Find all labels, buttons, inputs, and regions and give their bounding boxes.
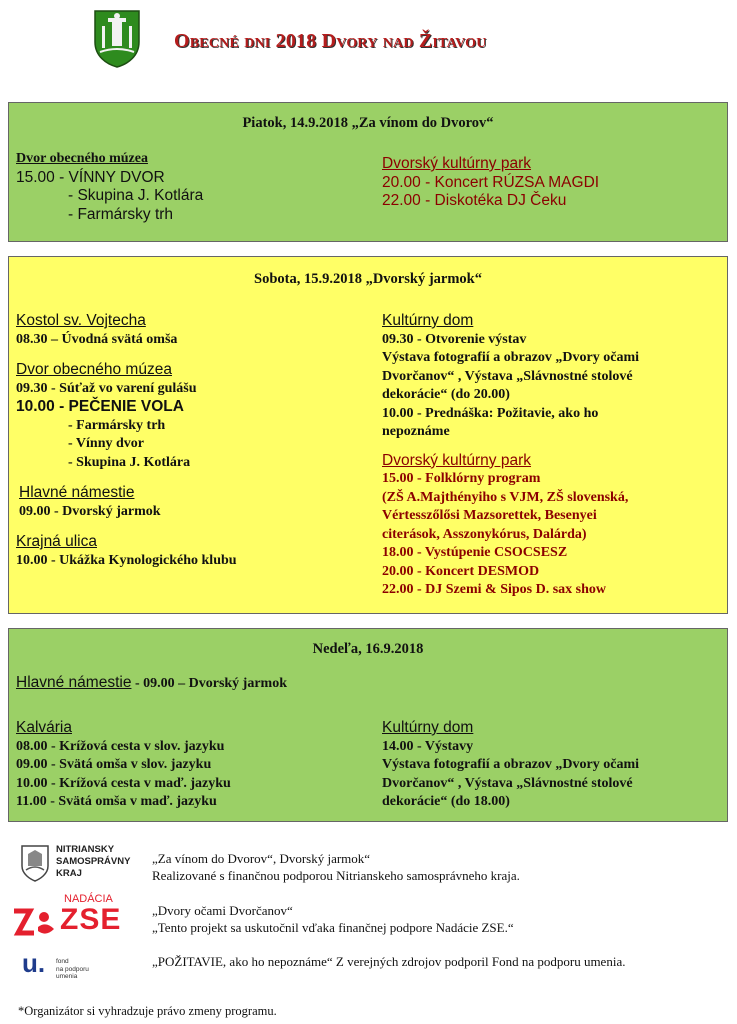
nsk-logo-line-1: NITRIANSKY <box>56 844 115 855</box>
sunday-right-column <box>382 719 639 812</box>
sponsor-nsk-support: Realizované s finančnou podporou Nitrianskeho samosprávneho kraja. <box>152 868 520 883</box>
friday-item-band: - Skupina J. Kotlára <box>68 187 204 204</box>
saturday-item-desmod: 20.00 - Koncert DESMOD <box>382 563 540 579</box>
sunday-item-mass-hungarian: 11.00 - Svätá omša v maď. jazyku <box>16 794 217 809</box>
sunday-left-column <box>16 719 231 812</box>
sunday-square-line <box>16 674 287 693</box>
sunday-item-mass-slovak: 09.00 - Svätá omša v slov. jazyku <box>16 757 212 772</box>
saturday-item-market: - Farmársky trh <box>68 417 166 433</box>
saturday-item-exhibition-desc-1: Výstava fotografií a obrazov „Dvory očami <box>382 350 640 365</box>
fpu-logo-line-1: fond <box>56 958 69 965</box>
sponsor-fpu-line: „POŽITAVIE, ako ho nepoznáme“ Z verejných zdrojov podporil Fond na podporu umenia. <box>152 954 626 969</box>
sunday-item-exhibition-desc-1: Výstava fotografií a obrazov „Dvory očami <box>382 757 640 772</box>
friday-left-column <box>16 150 203 224</box>
saturday-place-museum: Dvor obecného múzea <box>16 361 172 378</box>
saturday-item-exhibition-open: 09.30 - Otvorenie výstav <box>382 331 527 347</box>
saturday-item-csocsesz: 18.00 - Vystúpenie CSOCSESZ <box>382 545 568 560</box>
saturday-place-culture-house: Kultúrny dom <box>382 312 474 329</box>
sunday-heading: Nedeľa, 16.9.2018 <box>312 641 424 657</box>
fpu-logo-line-3: umenia <box>56 973 78 980</box>
sunday-item-fair: - 09.00 – Dvorský jarmok <box>131 676 287 691</box>
sponsor-zse-project: „Dvory očami Dvorčanov“ <box>152 903 293 918</box>
zse-logo-text: ZSE <box>60 903 122 936</box>
zse-logo <box>12 893 132 941</box>
friday-right-place: Dvorský kultúrny park <box>382 155 532 172</box>
nsk-logo <box>20 842 140 886</box>
saturday-item-lecture-2: nepoznáme <box>382 424 450 439</box>
nsk-logo-line-3: KRAJ <box>56 868 82 879</box>
sunday-place-calvary: Kalvária <box>16 719 72 736</box>
nsk-logo-line-2: SAMOSPRÁVNY <box>56 856 131 867</box>
fpu-logo-line-2: na podporu <box>56 965 89 973</box>
saturday-item-goulash: 09.30 - Súťaž vo varení gulášu <box>16 380 197 396</box>
saturday-place-park: Dvorský kultúrny park <box>382 451 532 469</box>
saturday-item-dogs: 10.00 - Ukážka Kynologického klubu <box>16 552 237 568</box>
sponsor-zse-text <box>152 902 514 936</box>
saturday-item-wine: - Vínny dvor <box>68 436 144 451</box>
saturday-item-lecture: 10.00 - Prednáška: Požitavie, ako ho <box>382 405 599 421</box>
sponsor-nsk-project: „Za vínom do Dvorov“, Dvorský jarmok“ <box>152 851 371 866</box>
municipality-crest-logo <box>92 8 142 68</box>
page-title: Obecné dni 2018 Dvory nad Žitavou <box>174 30 487 52</box>
friday-left-place: Dvor obecného múzea <box>16 151 148 166</box>
friday-heading: Piatok, 14.9.2018 „Za vínom do Dvorov“ <box>242 115 494 131</box>
saturday-item-mass: 08.30 – Úvodná svätá omša <box>16 331 178 347</box>
saturday-heading: Sobota, 15.9.2018 „Dvorský jarmok“ <box>254 271 482 287</box>
friday-panel <box>8 102 728 242</box>
saturday-panel <box>8 256 728 614</box>
nsk-crest-icon <box>20 844 50 882</box>
sunday-item-exhibition-desc-3: dekorácie“ (do 18.00) <box>382 794 510 809</box>
zse-logo-foundation: NADÁCIA <box>64 893 113 905</box>
sunday-panel <box>8 628 728 822</box>
saturday-item-ox: 10.00 - PEČENIE VOLA <box>16 398 184 415</box>
saturday-item-fair: 09.00 - Dvorský jarmok <box>19 503 161 519</box>
fpu-logo-mark: u. <box>22 948 46 978</box>
saturday-item-dj-show: 22.00 - DJ Szemi & Sipos D. sax show <box>382 582 607 597</box>
saturday-item-exhibition-desc-3: dekorácie“ (do 20.00) <box>382 387 510 402</box>
friday-item-wine-yard: 15.00 - VÍNNY DVOR <box>16 168 165 186</box>
saturday-item-folklore-desc-3: citerások, Asszonykórus, Dalárda) <box>382 526 587 542</box>
sunday-place-culture-house: Kultúrny dom <box>382 719 474 736</box>
saturday-right-column <box>382 312 639 600</box>
saturday-item-folklore-desc-2: Vértesszőlősi Mazsorettek, Besenyei <box>382 508 597 523</box>
friday-item-disco: 22.00 - Diskotéka DJ Čeku <box>382 192 567 209</box>
friday-right-column <box>382 155 599 211</box>
footnote: *Organizátor si vyhradzuje právo zmeny programu. <box>18 1004 277 1018</box>
saturday-item-exhibition-desc-2: Dvorčanov“ , Výstava „Slávnostné stolové <box>382 368 633 384</box>
friday-item-farmers-market: - Farmársky trh <box>68 205 174 223</box>
zse-symbol-icon <box>12 907 56 937</box>
saturday-left-column <box>16 312 237 570</box>
saturday-place-street: Krajná ulica <box>16 533 97 550</box>
fpu-logo <box>22 948 112 992</box>
saturday-place-square: Hlavné námestie <box>19 484 135 501</box>
saturday-item-folklore-desc-1: (ZŠ A.Majthényiho s VJM, ZŠ slovenská, <box>382 489 629 505</box>
saturday-item-band: - Skupina J. Kotlára <box>68 454 191 470</box>
sunday-item-exhibitions: 14.00 - Výstavy <box>382 738 474 754</box>
sponsor-nsk-text <box>152 850 520 884</box>
sponsor-fpu-text <box>152 953 625 970</box>
sunday-place-square: Hlavné námestie <box>16 674 132 691</box>
sponsor-zse-support: „Tento projekt sa uskutočnil vďaka finančnej podpore Nadácie ZSE.“ <box>152 920 514 935</box>
sunday-item-way-hungarian: 10.00 - Krížová cesta v maď. jazyku <box>16 775 231 791</box>
sunday-item-exhibition-desc-2: Dvorčanov“ , Výstava „Slávnostné stolové <box>382 775 633 791</box>
saturday-place-church: Kostol sv. Vojtecha <box>16 312 146 329</box>
friday-item-concert: 20.00 - Koncert RÚZSA MAGDI <box>382 173 600 191</box>
saturday-item-folklore: 15.00 - Folklórny program <box>382 471 541 486</box>
sunday-item-way-slovak: 08.00 - Krížová cesta v slov. jazyku <box>16 738 225 754</box>
